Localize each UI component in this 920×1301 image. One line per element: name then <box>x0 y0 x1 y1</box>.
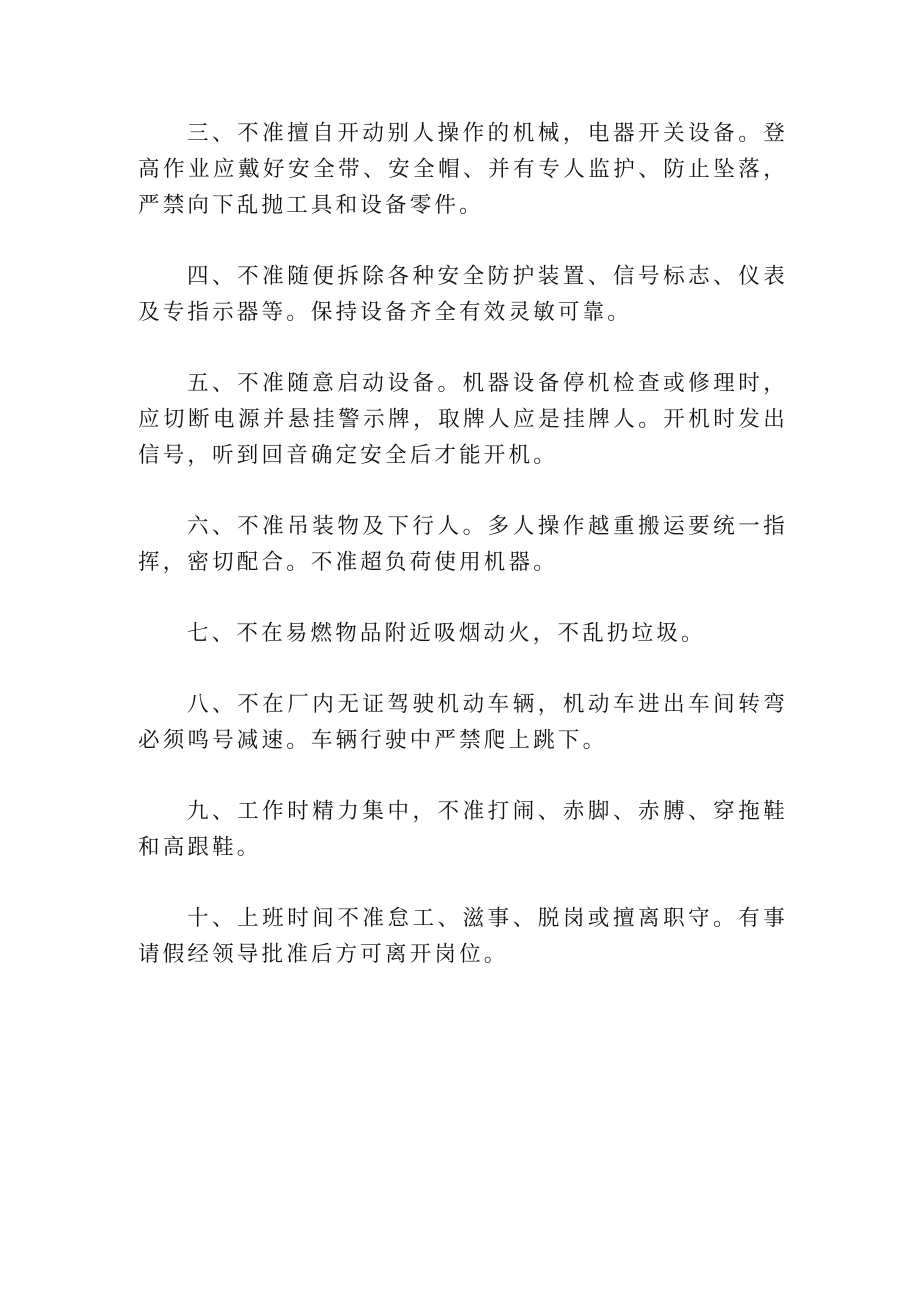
rule-paragraph-6: 六、不准吊装物及下行人。多人操作越重搬运要统一指挥，密切配合。不准超负荷使用机器。 <box>138 514 788 575</box>
rule-paragraph-3: 三、不准擅自开动别人操作的机械，电器开关设备。登高作业应戴好安全带、安全帽、并有专人监护、防止坠落，严禁向下乱抛工具和设备零件。 <box>138 121 788 218</box>
rule-paragraph-10: 十、上班时间不准怠工、滋事、脱岗或擅离职守。有事请假经领导批准后方可离开岗位。 <box>138 906 788 967</box>
rule-paragraph-4: 四、不准随便拆除各种安全防护装置、信号标志、仪表及专指示器等。保持设备齐全有效灵敏可靠。 <box>138 264 788 325</box>
rule-paragraph-8: 八、不在厂内无证驾驶机动车辆，机动车进出车间转弯必须鸣号减速。车辆行驶中严禁爬上跳下。 <box>138 692 788 753</box>
document-body <box>138 116 788 1008</box>
rule-paragraph-5: 五、不准随意启动设备。机器设备停机检查或修理时，应切断电源并悬挂警示牌，取牌人应是挂牌人。开机时发出信号，听到回音确定安全后才能开机。 <box>138 371 788 468</box>
rule-paragraph-9: 九、工作时精力集中，不准打闹、赤脚、赤膊、穿拖鞋和高跟鞋。 <box>138 799 788 860</box>
rule-paragraph-7: 七、不在易燃物品附近吸烟动火，不乱扔垃圾。 <box>187 621 706 646</box>
